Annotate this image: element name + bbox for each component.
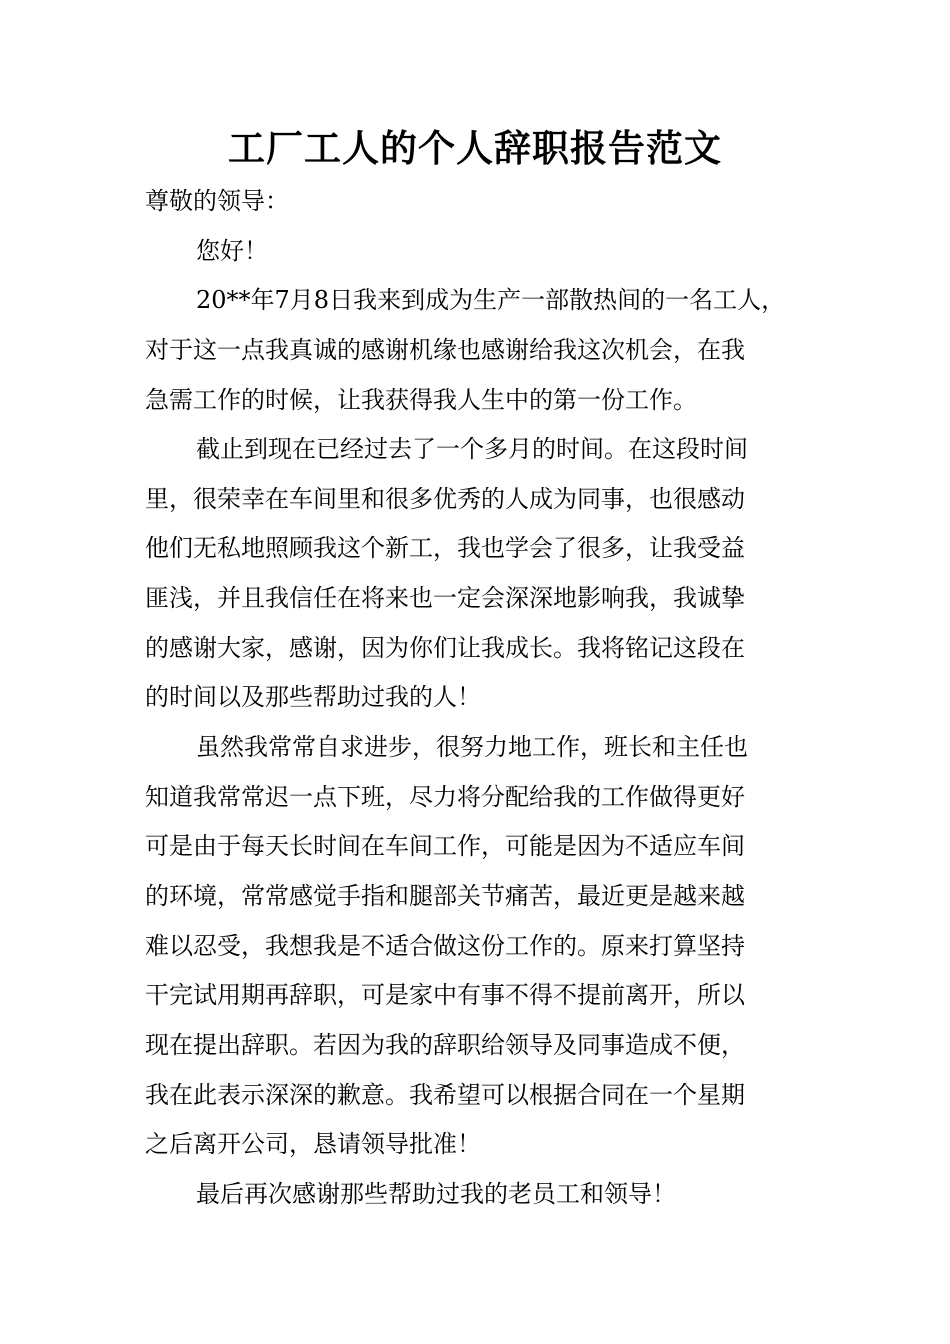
body-line: 虽然我常常自求进步，很努力地工作，班长和主任也 <box>196 733 748 762</box>
body-line: 我在此表示深深的歉意。我希望可以根据合同在一个星期 <box>145 1080 745 1109</box>
body-line: 可是由于每天长时间在车间工作，可能是因为不适应车间 <box>145 832 745 861</box>
greeting-line: 您好！ <box>196 236 268 265</box>
body-line: 之后离开公司，恳请领导批准！ <box>145 1130 481 1159</box>
body-line: 20**年7月8日我来到成为生产一部散热间的一名工人， <box>196 286 786 315</box>
body-line: 的时间以及那些帮助过我的人！ <box>145 683 481 712</box>
body-line: 里，很荣幸在车间里和很多优秀的人成为同事，也很感动 <box>145 484 745 513</box>
body-line: 对于这一点我真诚的感谢机缘也感谢给我这次机会，在我 <box>145 335 745 364</box>
document-title: 工厂工人的个人辞职报告范文 <box>228 126 722 170</box>
body-line: 他们无私地照顾我这个新工，我也学会了很多，让我受益 <box>145 534 745 563</box>
body-line: 的环境，常常感觉手指和腿部关节痛苦，最近更是越来越 <box>145 881 745 910</box>
body-line: 现在提出辞职。若因为我的辞职给领导及同事造成不便， <box>145 1030 745 1059</box>
document-body <box>145 177 810 1219</box>
body-line: 知道我常常迟一点下班，尽力将分配给我的工作做得更好 <box>145 782 745 811</box>
salutation-line: 尊敬的领导： <box>145 187 289 215</box>
body-line: 干完试用期再辞职，可是家中有事不得不提前离开，所以 <box>145 981 745 1010</box>
closing-line: 最后再次感谢那些帮助过我的老员工和领导！ <box>196 1179 676 1208</box>
body-line: 截止到现在已经过去了一个多月的时间。在这段时间 <box>196 435 748 464</box>
body-line: 的感谢大家，感谢，因为你们让我成长。我将铭记这段在 <box>145 633 745 662</box>
body-line: 急需工作的时候，让我获得我人生中的第一份工作。 <box>145 385 697 414</box>
body-line: 匪浅，并且我信任在将来也一定会深深地影响我，我诚挚 <box>145 584 745 613</box>
body-line: 难以忍受，我想我是不适合做这份工作的。原来打算坚持 <box>145 931 745 960</box>
